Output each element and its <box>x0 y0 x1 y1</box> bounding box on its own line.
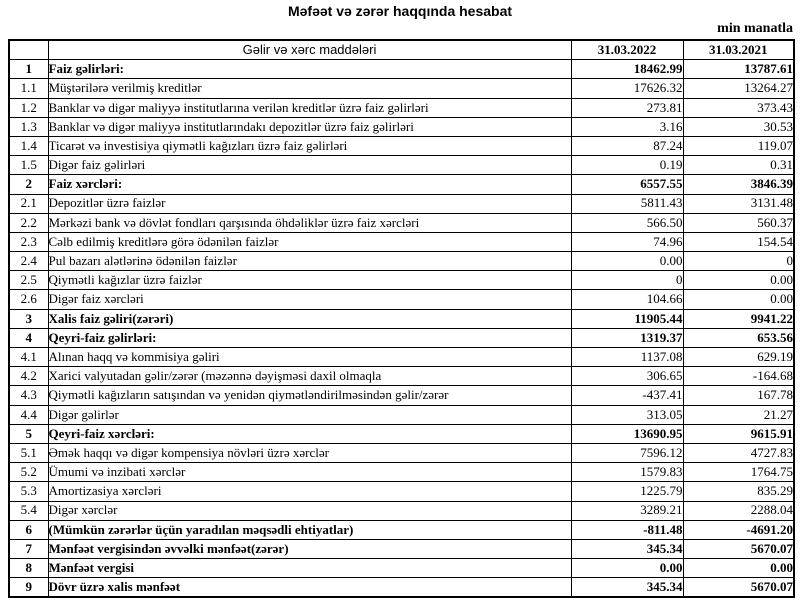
table-row <box>9 405 794 424</box>
value-2021-cell: 5670.07 <box>683 578 794 598</box>
value-2022-cell: 0.00 <box>571 559 683 578</box>
row-number-cell: 1 <box>9 60 48 79</box>
row-number-cell: 1.3 <box>9 117 48 136</box>
value-2022-cell: 0.00 <box>571 252 683 271</box>
value-2022-cell: 87.24 <box>571 136 683 155</box>
item-label-cell: Ticarət və investisiya qiymətli kağızları üzrə faiz gəlirləri <box>48 136 571 155</box>
item-label-cell: Digər gəlirlər <box>48 405 571 424</box>
value-2022-cell: 17626.32 <box>571 79 683 98</box>
value-2021-cell: 2288.04 <box>683 501 794 520</box>
item-label-cell: Cəlb edilmiş kreditlərə görə ödənilən faizlər <box>48 232 571 251</box>
item-label-cell: Banklar və digər maliyyə institutlarındakı depozitlər üzrə faiz gəlirləri <box>48 117 571 136</box>
row-number-cell: 2.6 <box>9 290 48 309</box>
row-number-cell: 2.3 <box>9 232 48 251</box>
table-row <box>9 271 794 290</box>
value-2022-cell: 6557.55 <box>571 175 683 194</box>
item-label-cell: Dövr üzrə xalis mənfəət <box>48 578 571 598</box>
value-2021-cell: 653.56 <box>683 328 794 347</box>
item-label-cell: Müştərilərə verilmiş kreditlər <box>48 79 571 98</box>
item-label-cell: Amortizasiya xərcləri <box>48 482 571 501</box>
value-2022-cell: 313.05 <box>571 405 683 424</box>
item-label-cell: Faiz xərcləri: <box>48 175 571 194</box>
table-row <box>9 463 794 482</box>
item-label-cell: Digər xərclər <box>48 501 571 520</box>
item-label-cell: Pul bazarı alətlərinə ödənilən faizlər <box>48 252 571 271</box>
value-2021-cell: -4691.20 <box>683 520 794 539</box>
value-2021-cell: 119.07 <box>683 136 794 155</box>
row-number-cell: 2 <box>9 175 48 194</box>
item-label-cell: Xarici valyutadan gəlir/zərər (məzənnə dəyişməsi daxil olmaqla <box>48 367 571 386</box>
value-2022-cell: -811.48 <box>571 520 683 539</box>
row-number-cell: 1.1 <box>9 79 48 98</box>
row-number-cell: 7 <box>9 539 48 558</box>
row-number-cell: 5.4 <box>9 501 48 520</box>
item-label-cell: Qeyri-faiz xərcləri: <box>48 424 571 443</box>
item-label-cell: Qiymətli kağızlar üzrə faizlər <box>48 271 571 290</box>
row-number-cell: 2.2 <box>9 213 48 232</box>
value-2022-cell: 3289.21 <box>571 501 683 520</box>
item-label-cell: Digər faiz xərcləri <box>48 290 571 309</box>
value-2021-cell: 0.31 <box>683 156 794 175</box>
row-number-cell: 4.3 <box>9 386 48 405</box>
header-row <box>9 40 794 60</box>
item-label-cell: Mənfəət vergisindən əvvəlki mənfəət(zərər) <box>48 539 571 558</box>
value-2021-cell: 629.19 <box>683 348 794 367</box>
header-date-2022-cell: 31.03.2022 <box>571 40 683 60</box>
value-2021-cell: 0.00 <box>683 271 794 290</box>
row-number-cell: 5.3 <box>9 482 48 501</box>
unit-note: min manatla <box>717 21 793 36</box>
table-row <box>9 60 794 79</box>
value-2021-cell: 0 <box>683 252 794 271</box>
row-number-cell: 5 <box>9 424 48 443</box>
pnl-table <box>8 39 795 598</box>
value-2021-cell: 9941.22 <box>683 309 794 328</box>
row-number-cell: 2.4 <box>9 252 48 271</box>
value-2021-cell: 13787.61 <box>683 60 794 79</box>
value-2021-cell: 1764.75 <box>683 463 794 482</box>
item-label-cell: Digər faiz gəlirləri <box>48 156 571 175</box>
table-row <box>9 367 794 386</box>
row-number-cell: 4.1 <box>9 348 48 367</box>
table-row <box>9 117 794 136</box>
value-2021-cell: 9615.91 <box>683 424 794 443</box>
row-number-cell: 1.2 <box>9 98 48 117</box>
item-label-cell: Qiymətli kağızların satışından və yenidən qiymətləndirilməsindən gəlir/zərər <box>48 386 571 405</box>
item-label-cell: Banklar və digər maliyyə institutlarına verilən kreditlər üzrə faiz gəlirləri <box>48 98 571 117</box>
value-2021-cell: 21.27 <box>683 405 794 424</box>
value-2022-cell: 1225.79 <box>571 482 683 501</box>
item-label-cell: Depozitlər üzrə faizlər <box>48 194 571 213</box>
table-row <box>9 156 794 175</box>
value-2021-cell: 0.00 <box>683 559 794 578</box>
table-row <box>9 443 794 462</box>
item-label-cell: Alınan haqq və kommisiya gəliri <box>48 348 571 367</box>
value-2021-cell: 3131.48 <box>683 194 794 213</box>
row-number-cell: 5.2 <box>9 463 48 482</box>
value-2021-cell: 30.53 <box>683 117 794 136</box>
header-date-2021-cell: 31.03.2021 <box>683 40 794 60</box>
row-number-cell: 2.5 <box>9 271 48 290</box>
table-row <box>9 348 794 367</box>
value-2021-cell: 3846.39 <box>683 175 794 194</box>
row-number-cell: 4.2 <box>9 367 48 386</box>
value-2021-cell: 835.29 <box>683 482 794 501</box>
value-2022-cell: 74.96 <box>571 232 683 251</box>
value-2021-cell: 373.43 <box>683 98 794 117</box>
page-title: Məfəət və zərər haqqında hesabat <box>287 3 513 19</box>
item-label-cell: Xalis faiz gəliri(zərəri) <box>48 309 571 328</box>
row-number-cell: 5.1 <box>9 443 48 462</box>
item-label-cell: Mənfəət vergisi <box>48 559 571 578</box>
table-row <box>9 232 794 251</box>
table-row <box>9 309 794 328</box>
row-number-cell: 6 <box>9 520 48 539</box>
value-2022-cell: 306.65 <box>571 367 683 386</box>
value-2021-cell: 154.54 <box>683 232 794 251</box>
value-2022-cell: -437.41 <box>571 386 683 405</box>
row-number-cell: 4 <box>9 328 48 347</box>
table-row <box>9 98 794 117</box>
value-2022-cell: 1579.83 <box>571 463 683 482</box>
row-number-cell: 2.1 <box>9 194 48 213</box>
table-row <box>9 194 794 213</box>
value-2022-cell: 11905.44 <box>571 309 683 328</box>
row-number-cell: 4.4 <box>9 405 48 424</box>
table-row <box>9 578 794 598</box>
item-label-cell: Ümumi və inzibati xərclər <box>48 463 571 482</box>
value-2022-cell: 0.19 <box>571 156 683 175</box>
header-number-cell <box>9 40 48 60</box>
value-2022-cell: 1319.37 <box>571 328 683 347</box>
value-2022-cell: 3.16 <box>571 117 683 136</box>
value-2021-cell: 560.37 <box>683 213 794 232</box>
table-row <box>9 559 794 578</box>
value-2021-cell: 167.78 <box>683 386 794 405</box>
value-2022-cell: 13690.95 <box>571 424 683 443</box>
item-label-cell: Əmək haqqı və digər kompensiya növləri üzrə xərclər <box>48 443 571 462</box>
value-2022-cell: 0 <box>571 271 683 290</box>
value-2021-cell: 4727.83 <box>683 443 794 462</box>
table-row <box>9 79 794 98</box>
row-number-cell: 1.5 <box>9 156 48 175</box>
row-number-cell: 9 <box>9 578 48 598</box>
table-row <box>9 520 794 539</box>
value-2021-cell: 0.00 <box>683 290 794 309</box>
row-number-cell: 3 <box>9 309 48 328</box>
table-row <box>9 424 794 443</box>
value-2022-cell: 18462.99 <box>571 60 683 79</box>
value-2021-cell: 13264.27 <box>683 79 794 98</box>
header-item-cell: Gəlir və xərc maddələri <box>48 40 571 60</box>
value-2022-cell: 5811.43 <box>571 194 683 213</box>
row-number-cell: 1.4 <box>9 136 48 155</box>
value-2022-cell: 345.34 <box>571 578 683 598</box>
table-row <box>9 252 794 271</box>
table-row <box>9 482 794 501</box>
value-2021-cell: 5670.07 <box>683 539 794 558</box>
item-label-cell: (Mümkün zərərlər üçün yaradılan məqsədli ehtiyatlar) <box>48 520 571 539</box>
value-2021-cell: -164.68 <box>683 367 794 386</box>
table-body <box>9 60 794 598</box>
item-label-cell: Faiz gəlirləri: <box>48 60 571 79</box>
table-row <box>9 213 794 232</box>
table-row <box>9 501 794 520</box>
item-label-cell: Mərkəzi bank və dövlət fondları qarşısında öhdəliklər üzrə faiz xərcləri <box>48 213 571 232</box>
value-2022-cell: 273.81 <box>571 98 683 117</box>
value-2022-cell: 1137.08 <box>571 348 683 367</box>
table-row <box>9 290 794 309</box>
table-row <box>9 136 794 155</box>
table-row <box>9 175 794 194</box>
table-row <box>9 328 794 347</box>
value-2022-cell: 345.34 <box>571 539 683 558</box>
value-2022-cell: 104.66 <box>571 290 683 309</box>
row-number-cell: 8 <box>9 559 48 578</box>
value-2022-cell: 566.50 <box>571 213 683 232</box>
table-row <box>9 386 794 405</box>
table-header <box>9 40 794 60</box>
value-2022-cell: 7596.12 <box>571 443 683 462</box>
item-label-cell: Qeyri-faiz gəlirləri: <box>48 328 571 347</box>
table-row <box>9 539 794 558</box>
